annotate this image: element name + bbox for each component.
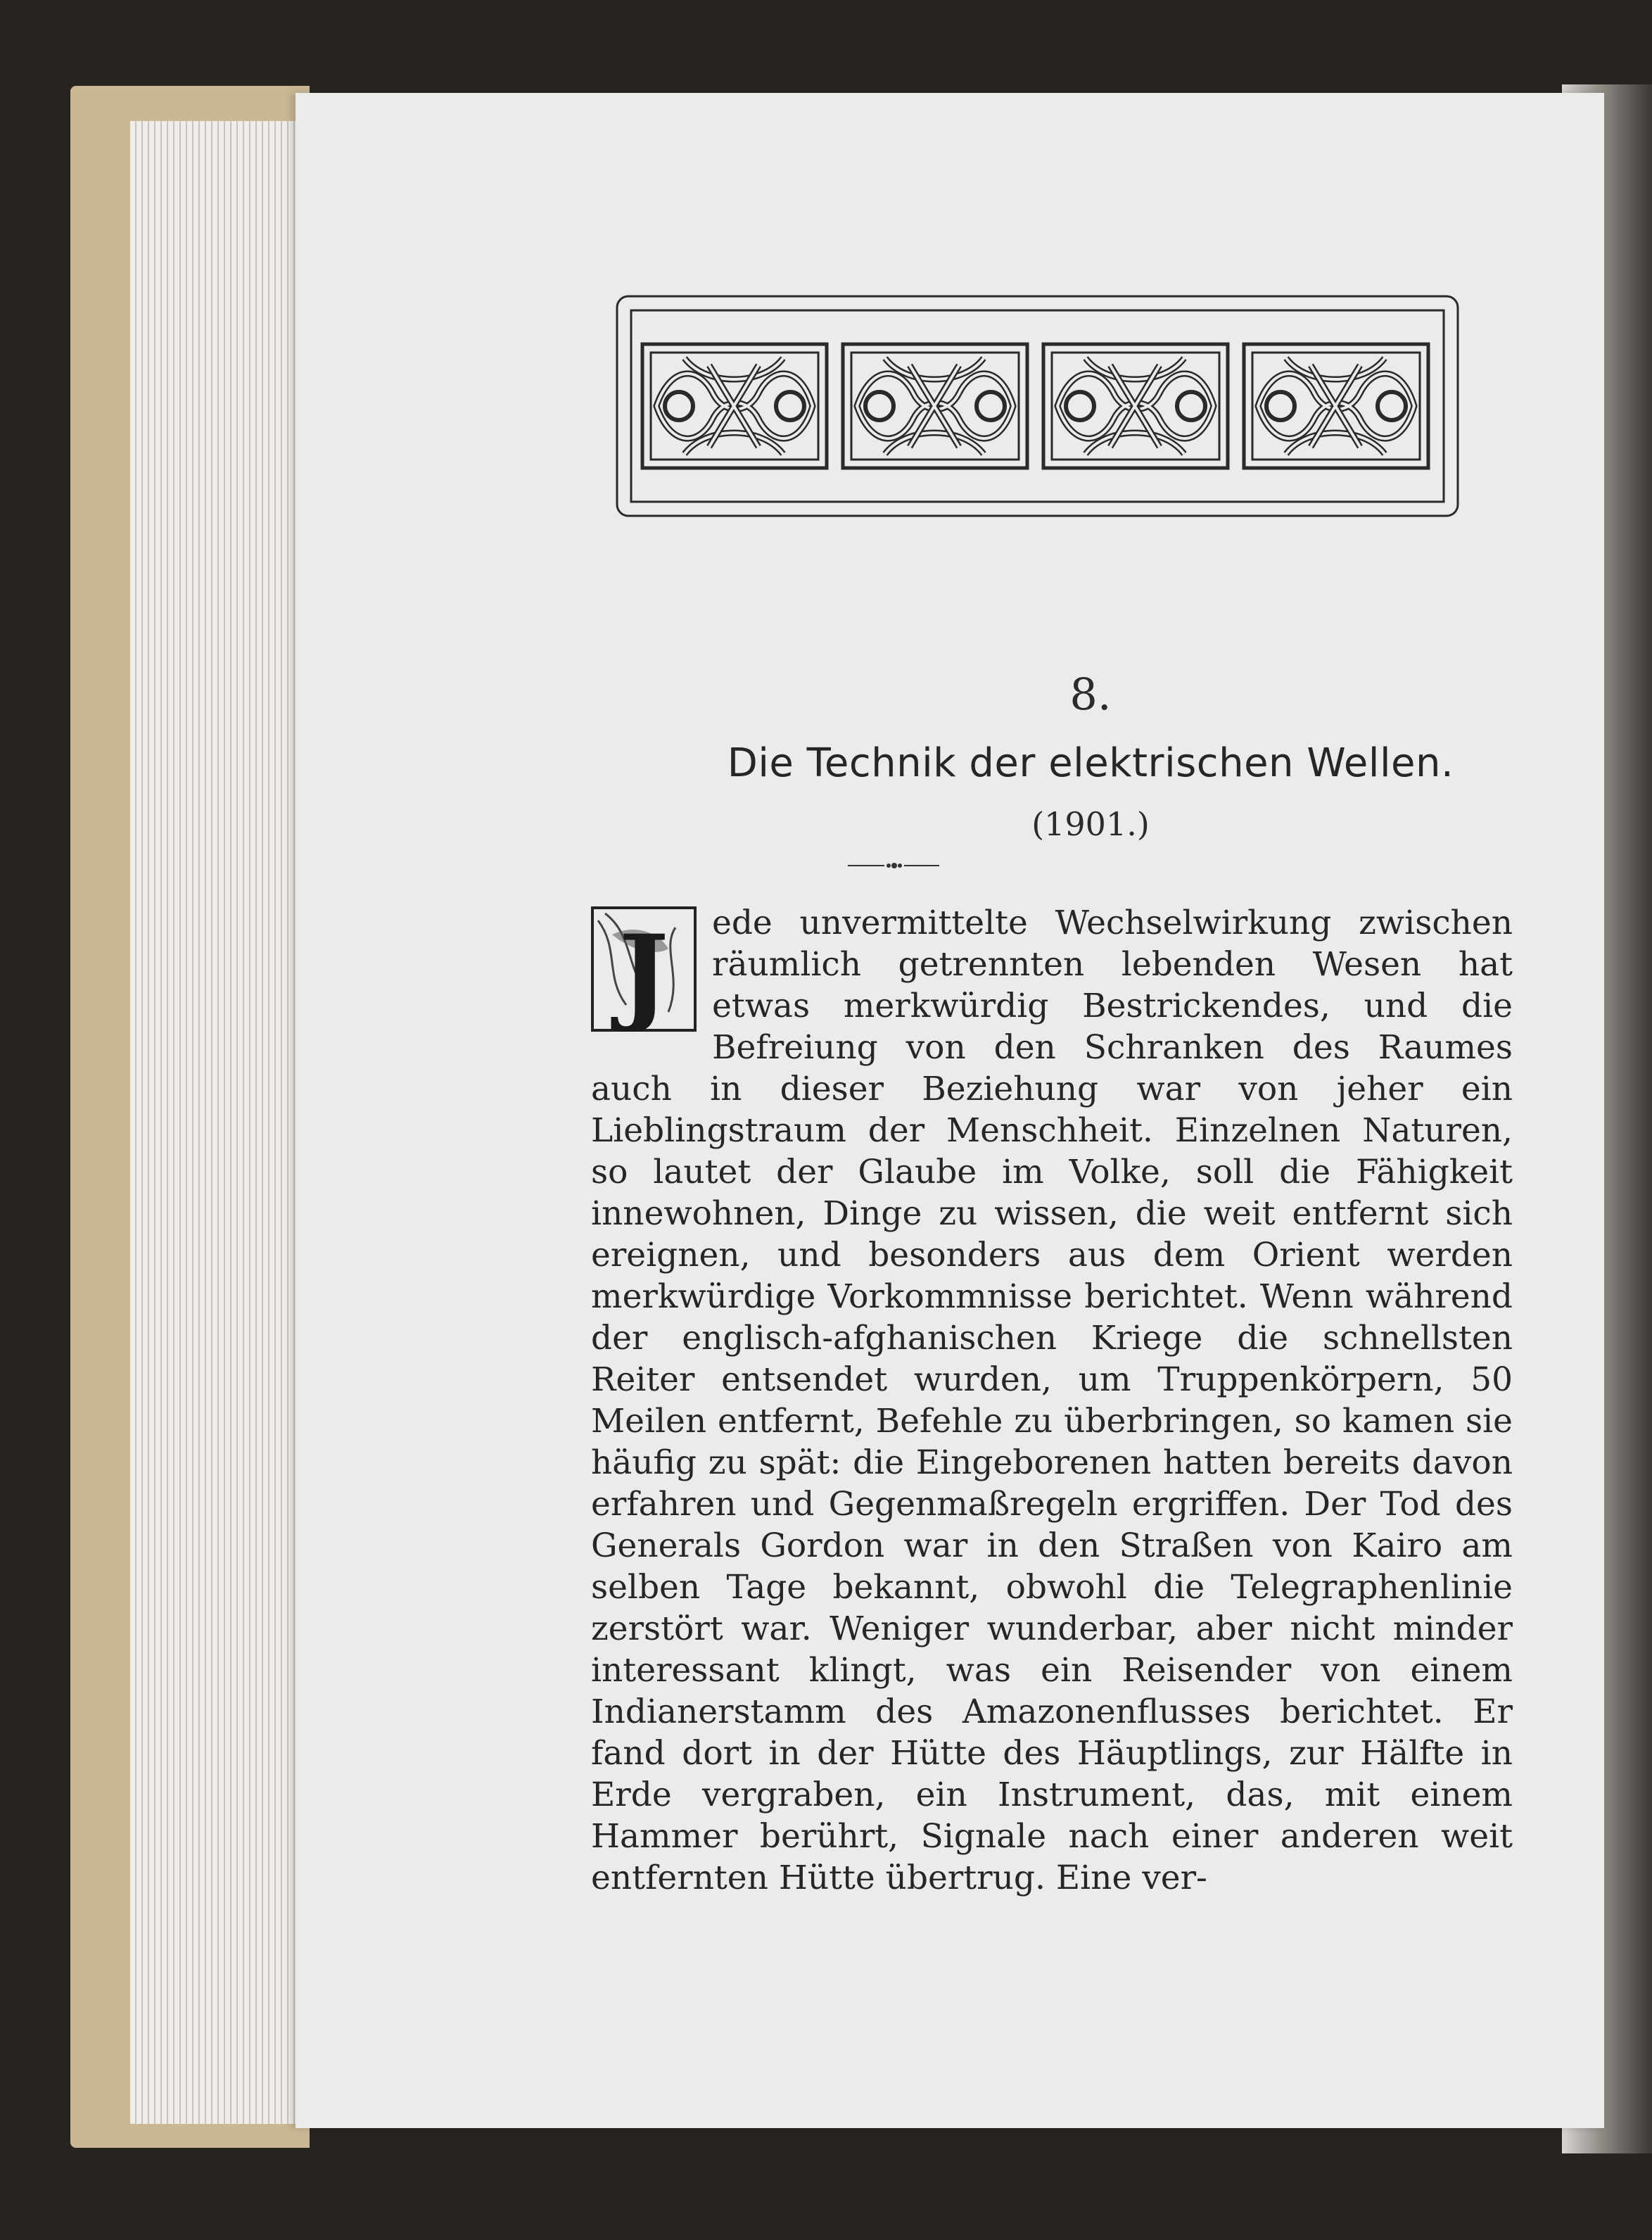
body-text — [591, 902, 1513, 1899]
page-edges — [130, 121, 313, 2124]
svg-text:J: J — [618, 912, 669, 1032]
book-page — [296, 93, 1604, 2128]
ornamental-divider — [848, 859, 939, 873]
decorated-initial-j — [591, 906, 697, 1032]
body-paragraph: ede unvermittelte Wechselwirkung zwischen räumlich getrennten lebenden Wesen hat etwas merkwürdig Bestrickendes, und die Befreiung von den Schranken des Raumes auch in dieser Beziehung war von jeher ein Lieblingstraum der Menschheit. Einzelnen Naturen, so lautet der Glaube im Volke, soll die Fähigkeit innewohnen, Dinge zu wissen, die weit entfernt sich ereignen, und besonders aus dem Orient werden merkwürdige Vorkommnisse berichtet. Wenn während der englisch-afghanischen Kriege die schnellsten Reiter entsendet wurden, um Truppenkörpern, 50 Meilen entfernt, Befehle zu überbringen, so kamen sie häufig zu spät: die Eingeborenen hatten bereits davon erfahren und Gegenmaßregeln ergriffen. Der Tod des Generals Gordon war in den Straßen von Kairo am selben Tage bekannt, obwohl die Telegraphenlinie zerstört war. Weniger wunderbar, aber nicht minder interessant klingt, was ein Reisender von einem Indianerstamm des Amazonenflusses berichtet. Er fand dort in der Hütte des Häuptlings, zur Hälfte in Erde vergraben, ein Instrument, das, mit einem Hammer berührt, Signale nach einer anderen weit entfernten Hütte übertrug. Eine ver- — [591, 904, 1513, 1897]
chapter-title: Die Technik der elektrischen Wellen. — [727, 740, 1454, 786]
chapter-number: 8. — [1069, 669, 1112, 720]
knotwork-ornament — [614, 293, 1461, 519]
chapter-year: (1901.) — [1031, 805, 1150, 843]
